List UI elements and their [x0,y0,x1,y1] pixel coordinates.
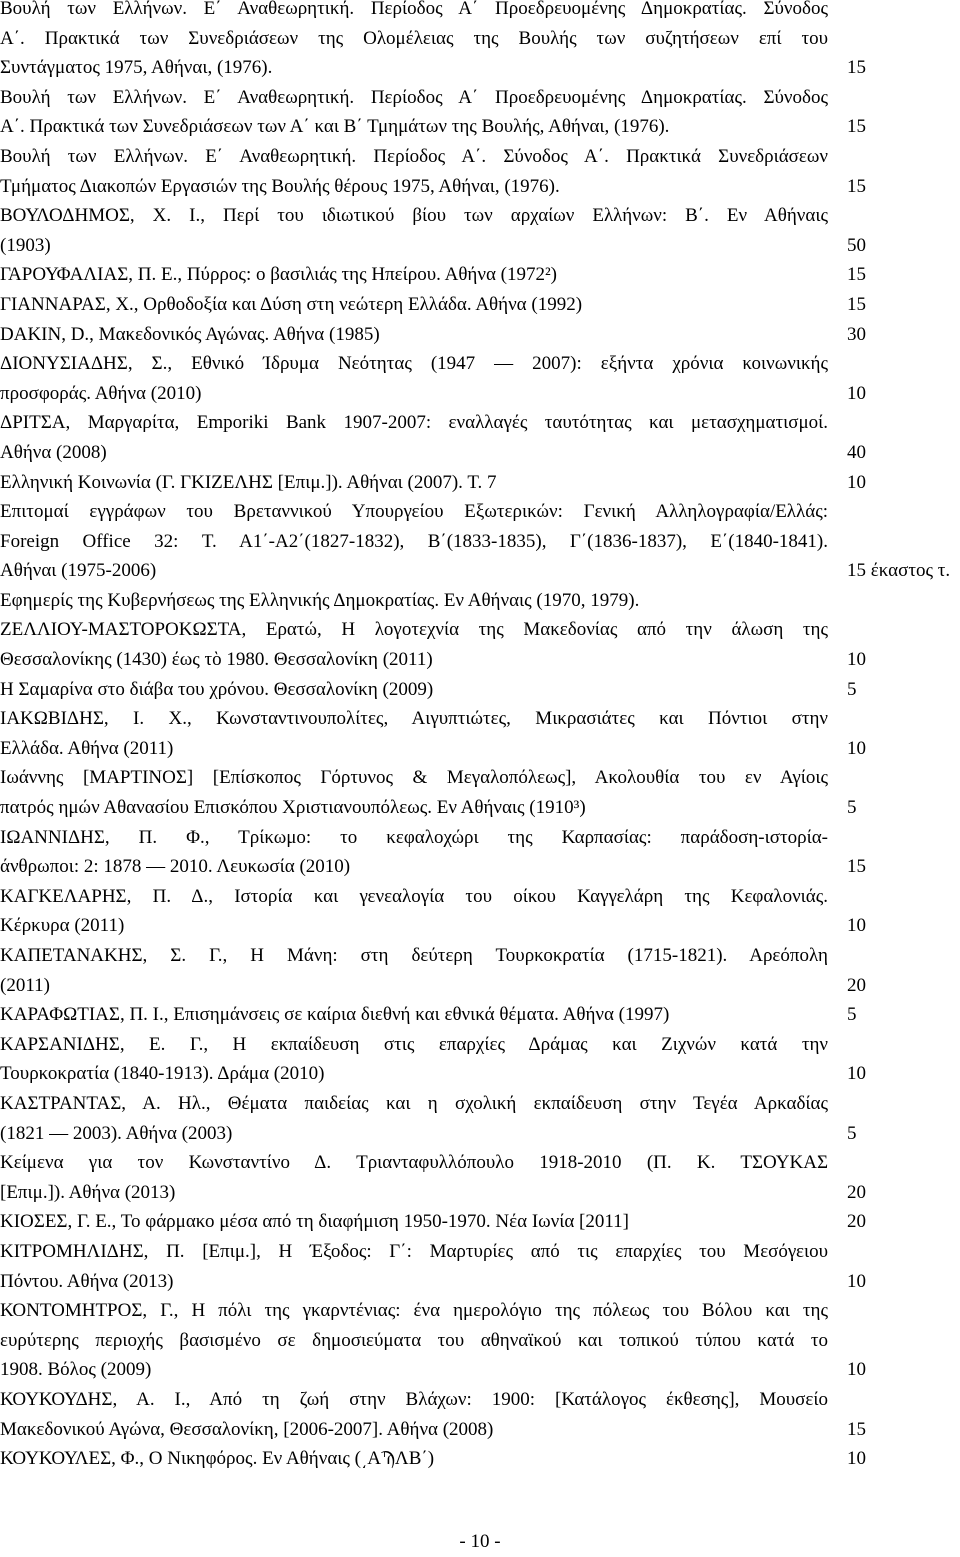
entry-line: ΔΡΙΤΣΑ, Μαργαρίτα, Emporiki Bank 1907-2007: εναλλαγές ταυτότητας και μετασχηματισμοί. [0,412,828,434]
entry-line: 1908. Βόλος (2009) [0,1359,152,1381]
entry-line: ΚΑΣΤΡΑΝΤΑΣ, Α. Ηλ., Θέματα παιδείας και η σχολική εκπαίδευση στην Τεγέα Αρκαδίας [0,1092,828,1114]
bibliography-entry [0,675,960,705]
entry-line: Βουλή των Ελλήνων. Ε΄ Αναθεωρητική. Περίοδος Α΄ Προεδρευομένης Δημοκρατίας. Σύνοδος [0,0,828,19]
entry-line: ΓΙΑΝΝΑΡΑΣ, Χ., Ορθοδοξία και Δύση στη νεώτερη Ελλάδα. Αθήνα (1992) [0,293,583,315]
entry-price: 10 [847,382,866,404]
bibliography-entry [0,1385,960,1444]
bibliography-entry [0,468,960,498]
entry-line: Βουλή των Ελλήνων. Ε΄ Αναθεωρητική. Περίοδος Α΄ Προεδρευομένης Δημοκρατίας. Σύνοδος [0,86,828,108]
page-number: - 10 - [459,1531,501,1552]
entry-price: 10 [847,649,866,671]
entry-price: 10 [847,1448,866,1470]
bibliography-entry [0,1089,960,1148]
entry-line: (2011) [0,974,50,996]
entry-price: 10 [847,1359,866,1381]
entry-price: 20 [847,1211,866,1233]
entry-price: 10 [847,737,866,759]
bibliography-entry [0,83,960,142]
entry-price: 15 [847,856,866,878]
entry-line: ΚΑΠΕΤΑΝΑΚΗΣ, Σ. Γ., Η Μάνη: στη δεύτερη Τουρκοκρατία (1715-1821). Αρεόπολη [0,945,828,966]
entry-line: Foreign Office 32: Τ. Α1΄-Α2΄(1827-1832), Β΄(1833-1835), Γ΄(1836-1837), Ε΄(1840-1841). [0,530,828,552]
entry-price: 10 [847,471,866,493]
entry-line: Τμήματος Διακοπών Εργασιών της Βουλής θέρους 1975, Αθήναι, (1976). [0,175,560,197]
bibliography-entry [0,1000,960,1030]
entry-price: 5 [847,1122,857,1144]
entry-line: Κέρκυρα (2011) [0,915,125,937]
bibliography-entry [0,823,960,882]
entry-line: Κείμενα για τον Κωνσταντίνο Δ. Τριανταφυλλόπουλο 1918-2010 (Π. Κ. ΤΣΟΥΚΑΣ [0,1152,828,1174]
bibliography-entry [0,290,960,320]
entry-line: Τουρκοκρατία (1840-1913). Δράμα (2010) [0,1063,325,1085]
entry-line: Μακεδονικού Αγώνα, Θεσσαλονίκη, [2006-2007]. Αθήνα (2008) [0,1418,494,1440]
entry-line: Ελληνική Κοινωνία (Γ. ΓΚΙΖΕΛΗΣ [Επιμ.]). Αθήναι (2007). Τ. 7 [0,471,497,493]
entry-line: Συντάγματος 1975, Αθήναι, (1976). [0,57,273,79]
bibliography-entry [0,320,960,350]
bibliography-entry [0,941,960,1000]
entry-line: Αθήναι (1975-2006) [0,560,157,582]
entry-line: ΚΑΡΑΦΩΤΙΑΣ, Π. Ι., Επισημάνσεις σε καίρια διεθνή και εθνικά θέματα. Αθήνα (1997) [0,1004,670,1026]
entry-price: 15 [847,293,866,315]
entry-line: Εφημερίς της Κυβερνήσεως της Ελληνικής Δημοκρατίας. Εν Αθήναις (1970, 1979). [0,589,640,611]
entry-line: ΚΙΤΡΟΜΗΛΙΔΗΣ, Π. [Επιμ.], Η Έξοδος: Γ΄: Μαρτυρίες από τις επαρχίες του Μεσόγειου [0,1240,828,1262]
bibliography-entry [0,1207,960,1237]
entry-price: 10 [847,915,866,937]
bibliography-entry [0,1296,960,1385]
entry-line: Θεσσαλονίκης (1430) έως τὸ 1980. Θεσσαλονίκη (2011) [0,649,433,671]
bibliography-entry [0,1444,960,1474]
bibliography-entry [0,349,960,408]
entry-price: 15 [847,175,866,197]
entry-line: ΖΕΛΛΙΟΥ-ΜΑΣΤΟΡΟΚΩΣΤΑ, Ερατώ, Η λογοτεχνία της Μακεδονίας από την άλωση της [0,619,828,641]
entry-line: DAKIN, D., Μακεδονικός Αγώνας. Αθήνα (1985) [0,323,380,345]
bibliography-entry [0,704,960,763]
entry-line: ΓΑΡΟΥΦΑΛΙΑΣ, Π. Ε., Πύρρος: ο βασιλιάς της Ηπείρου. Αθήνα (1972²) [0,264,558,286]
entry-price: 20 [847,1181,866,1203]
entry-line: ΙΩΑΝΝΙΔΗΣ, Π. Φ., Τρίκωμο: το κεφαλοχώρι της Καρπασίας: παράδοση-ιστορία- [0,826,828,848]
entry-line: ΚΟΥΚΟΥΛΕΣ, Φ., Ο Νικηφόρος. Εν Αθήναις (͵ΑϠΛΒ΄) [0,1448,435,1470]
bibliography-entry [0,763,960,822]
entry-price: 10 [847,1063,866,1085]
entry-price: 15 έκαστος τ. [847,560,951,582]
entry-price: 15 [847,1418,866,1440]
entry-line: ΚΟΝΤΟΜΗΤΡΟΣ, Γ., Η πόλι της γκαρντένιας: ένα ημερολόγιο της πόλεως του Βόλου και της [0,1300,828,1322]
bibliography-entry [0,882,960,941]
bibliography-entry [0,586,960,616]
entry-price: 10 [847,1270,866,1292]
entry-line: ΚΑΓΚΕΛΑΡΗΣ, Π. Δ., Ιστορία και γενεαλογία του οίκου Καγγελάρη της Κεφαλονιάς. [0,885,828,907]
entry-line: Η Σαμαρίνα στο διάβα του χρόνου. Θεσσαλονίκη (2009) [0,678,434,700]
entry-line: ΚΙΟΣΕΣ, Γ. Ε., Το φάρμακο μέσα από τη διαφήμιση 1950-1970. Νέα Ιωνία [2011] [0,1211,630,1233]
entry-line: Πόντου. Αθήνα (2013) [0,1270,174,1292]
bibliography-entry [0,408,960,467]
bibliography-entry [0,497,960,586]
entry-price: 50 [847,234,866,256]
bibliography-entry [0,1148,960,1207]
bibliography-entry [0,615,960,674]
bibliography-entry [0,260,960,290]
entry-line: Επιτομαί εγγράφων του Βρεταννικού Υπουργείου Εξωτερικών: Γενική Αλληλογραφία/Ελλάς: [0,501,828,523]
entry-price: 5 [847,797,857,819]
bibliography-entry [0,1237,960,1296]
entry-line: Α΄. Πρακτικά των Συνεδριάσεων των Α΄ και Β΄ Τμημάτων της Βουλής, Αθήναι, (1976). [0,116,670,138]
entry-price: 20 [847,974,866,996]
entry-line: προσφοράς. Αθήνα (2010) [0,382,202,404]
entry-line: Ελλάδα. Αθήνα (2011) [0,737,174,759]
entry-line: Αθήνα (2008) [0,441,107,463]
entry-line: Βουλή των Ελλήνων. Ε΄ Αναθεωρητική. Περίοδος Α΄. Σύνοδος Α΄. Πρακτικά Συνεδριάσεων [0,145,828,167]
bibliography-entry [0,1030,960,1089]
bibliography-entry [0,201,960,260]
entry-line: ΔΙΟΝΥΣΙΑΔΗΣ, Σ., Εθνικό Ίδρυμα Νεότητας (1947 — 2007): εξήντα χρόνια κοινωνικής [0,353,828,375]
entry-line: ΚΑΡΣΑΝΙΔΗΣ, Ε. Γ., Η εκπαίδευση στις επαρχίες Δράμας και Ζιχνών κατά την [0,1033,828,1055]
entry-line: (1903) [0,234,51,256]
entry-line: Ιωάννης [ΜΑΡΤΙΝΟΣ] [Επίσκοπος Γόρτυνος & Μεγαλοπόλεως], Ακολουθία του εν Αγίοις [0,767,828,789]
entry-price: 15 [847,264,866,286]
entry-price: 15 [847,116,866,138]
entry-line: ΒΟΥΛΟΔΗΜΟΣ, Χ. Ι., Περί του ιδιωτικού βίου των αρχαίων Ελλήνων: Β΄. Εν Αθήναις [0,205,828,227]
bibliography-entry [0,142,960,201]
entry-price: 5 [847,1004,857,1026]
entry-line: ευρύτερης περιοχής βασισμένο σε δημοσιεύματα του αθηναϊκού και τοπικού τύπου κατά το [0,1329,828,1351]
bibliography-entry [0,0,960,83]
entry-price: 15 [847,57,866,79]
entry-line: Α΄. Πρακτικά των Συνεδριάσεων της Ολομέλειας της Βουλής των συζητήσεων επί του [0,27,828,49]
entry-line: ΙΑΚΩΒΙΔΗΣ, Ι. Χ., Κωνσταντινουπολίτες, Αιγυπτιώτες, Μικρασιάτες και Πόντιοι στην [0,708,828,730]
entry-line: άνθρωποι: 2: 1878 — 2010. Λευκωσία (2010) [0,856,351,878]
entry-line: (1821 — 2003). Αθήνα (2003) [0,1122,233,1144]
entry-line: [Επιμ.]). Αθήνα (2013) [0,1181,176,1203]
entry-line: πατρός ημών Αθανασίου Επισκόπου Χριστιανουπόλεως. Εν Αθήναις (1910³) [0,797,586,819]
entry-price: 40 [847,441,866,463]
entry-price: 30 [847,323,866,345]
entry-line: ΚΟΥΚΟΥΔΗΣ, Α. Ι., Από τη ζωή στην Βλάχων: 1900: [Κατάλογος έκθεσης], Μουσείο [0,1388,828,1410]
entry-price: 5 [847,678,857,700]
